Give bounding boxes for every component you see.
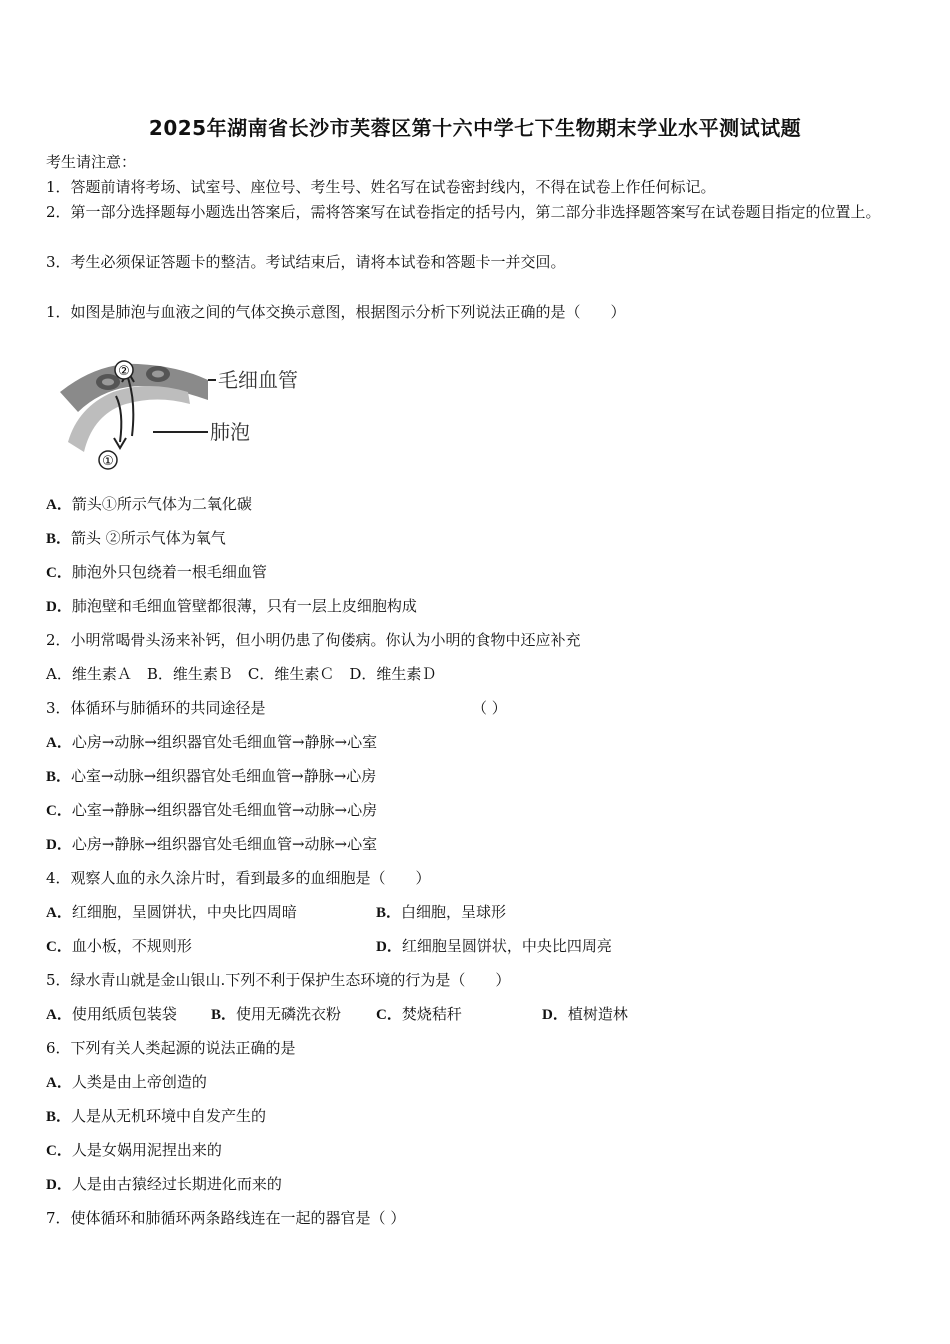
notice-item: 3．考生必须保证答题卡的整洁。考试结束后，请将本试卷和答题卡一并交回。 <box>46 253 566 271</box>
option-label: D． <box>46 599 72 615</box>
question-6-option-a <box>46 1072 207 1093</box>
red-blood-cell-center <box>102 379 114 386</box>
question-4-option-b <box>376 902 506 923</box>
question-6-option-c <box>46 1140 222 1161</box>
option-label: B． <box>46 769 72 785</box>
alveolus-diagram <box>58 352 308 472</box>
option-label: C． <box>46 803 72 819</box>
option-label: C． <box>46 565 72 581</box>
option-label: B． <box>46 1109 72 1125</box>
question-5-option-d <box>542 1004 628 1025</box>
option-label: A． <box>46 497 72 513</box>
alveolus-label: 肺泡 <box>210 420 250 444</box>
option-text: 箭头 ②所示气体为氧气 <box>71 529 226 547</box>
option-text: 红细胞呈圆饼状，中央比四周亮 <box>401 937 612 955</box>
option-text: 心房→动脉→组织器官处毛细血管→静脉→心室 <box>71 733 378 751</box>
option-label: D． <box>376 939 402 955</box>
question-7-stem: 7．使体循环和肺循环两条路线连在一起的器官是（ ） <box>46 1209 406 1227</box>
notice-item: 1．答题前请将考场、试室号、座位号、考生号、姓名写在试卷密封线内，不得在试卷上作任何标记。 <box>46 178 716 196</box>
option-label: A． <box>46 1007 72 1023</box>
question-3-option-d <box>46 834 377 855</box>
question-5-stem: 5．绿水青山就是金山银山.下列不利于保护生态环境的行为是（ ） <box>46 971 511 989</box>
option-text: 血小板，不规则形 <box>71 937 192 955</box>
question-3-option-a <box>46 732 377 753</box>
option-label: B． <box>211 1007 237 1023</box>
option-label: C． <box>46 1143 72 1159</box>
option-text: 心室→静脉→组织器官处毛细血管→动脉→心房 <box>71 801 378 819</box>
alveolus-gas-exchange-figure <box>58 352 308 472</box>
option-text: 白细胞，呈球形 <box>401 903 507 921</box>
question-5-option-a <box>46 1004 177 1025</box>
question-6-option-b <box>46 1106 266 1127</box>
option-text: 焚烧秸秆 <box>401 1005 462 1023</box>
option-text: 心房→静脉→组织器官处毛细血管→动脉→心室 <box>71 835 378 853</box>
red-blood-cell-center <box>152 371 164 378</box>
notice-heading: 考生请注意： <box>46 153 137 171</box>
option-label: C． <box>46 939 72 955</box>
capillary-label: 毛细血管 <box>218 368 298 392</box>
question-5-option-b <box>211 1004 341 1025</box>
option-text: 箭头①所示气体为二氧化碳 <box>71 495 252 513</box>
option-text: 使用纸质包装袋 <box>71 1005 177 1023</box>
question-5-option-c <box>376 1004 462 1025</box>
question-1-option-c <box>46 562 267 583</box>
question-6-stem: 6．下列有关人类起源的说法正确的是 <box>46 1039 296 1057</box>
option-text: 肺泡外只包绕着一根毛细血管 <box>71 563 267 581</box>
question-2-stem: 2．小明常喝骨头汤来补钙，但小明仍患了佝偻病。你认为小明的食物中还应补充 <box>46 631 581 649</box>
question-2-options: A．维生素Ａ B．维生素Ｂ C．维生素Ｃ D．维生素Ｄ <box>46 665 437 683</box>
option-text: 使用无磷洗衣粉 <box>236 1005 342 1023</box>
question-4-stem: 4．观察人血的永久涂片时，看到最多的血细胞是（ ） <box>46 869 431 887</box>
question-4-option-a <box>46 902 297 923</box>
question-1-option-d <box>46 596 417 617</box>
question-3-option-c <box>46 800 377 821</box>
option-text: 人是从无机环境中自发产生的 <box>71 1107 267 1125</box>
marker-2-text: ② <box>118 364 130 379</box>
option-label: B． <box>46 531 72 547</box>
notice-item: 2．第一部分选择题每小题选出答案后，需将答案写在试卷指定的括号内，第二部分非选择题答案写在试卷题目指定的位置上。 <box>46 203 881 221</box>
option-text: 植树造林 <box>567 1005 628 1023</box>
option-text: 肺泡壁和毛细血管壁都很薄，只有一层上皮细胞构成 <box>71 597 417 615</box>
option-text: 人类是由上帝创造的 <box>71 1073 207 1091</box>
option-text: 人是由古猿经过长期进化而来的 <box>71 1175 282 1193</box>
question-1-option-a <box>46 494 252 515</box>
option-label: D． <box>542 1007 568 1023</box>
option-label: A． <box>46 905 72 921</box>
question-4-option-c <box>46 936 192 957</box>
option-text: 人是女娲用泥捏出来的 <box>71 1141 222 1159</box>
option-label: B． <box>376 905 402 921</box>
question-4-option-d <box>376 936 612 957</box>
answer-paren: （ ） <box>472 699 507 717</box>
question-3-option-b <box>46 766 376 787</box>
option-label: A． <box>46 1075 72 1091</box>
question-3-stem: 3．体循环与肺循环的共同途径是 <box>46 699 266 717</box>
option-label: C． <box>376 1007 402 1023</box>
option-label: D． <box>46 837 72 853</box>
question-6-option-d <box>46 1174 282 1195</box>
option-text: 心室→动脉→组织器官处毛细血管→静脉→心房 <box>71 767 377 785</box>
page-title: 2025年湖南省长沙市芙蓉区第十六中学七下生物期末学业水平测试试题 <box>148 116 802 140</box>
question-1-option-b <box>46 528 226 549</box>
marker-1-text: ① <box>102 454 114 469</box>
option-label: A． <box>46 735 72 751</box>
question-1-stem: 1．如图是肺泡与血液之间的气体交换示意图，根据图示分析下列说法正确的是（ ） <box>46 303 626 321</box>
option-label: D． <box>46 1177 72 1193</box>
option-text: 红细胞，呈圆饼状，中央比四周暗 <box>71 903 297 921</box>
